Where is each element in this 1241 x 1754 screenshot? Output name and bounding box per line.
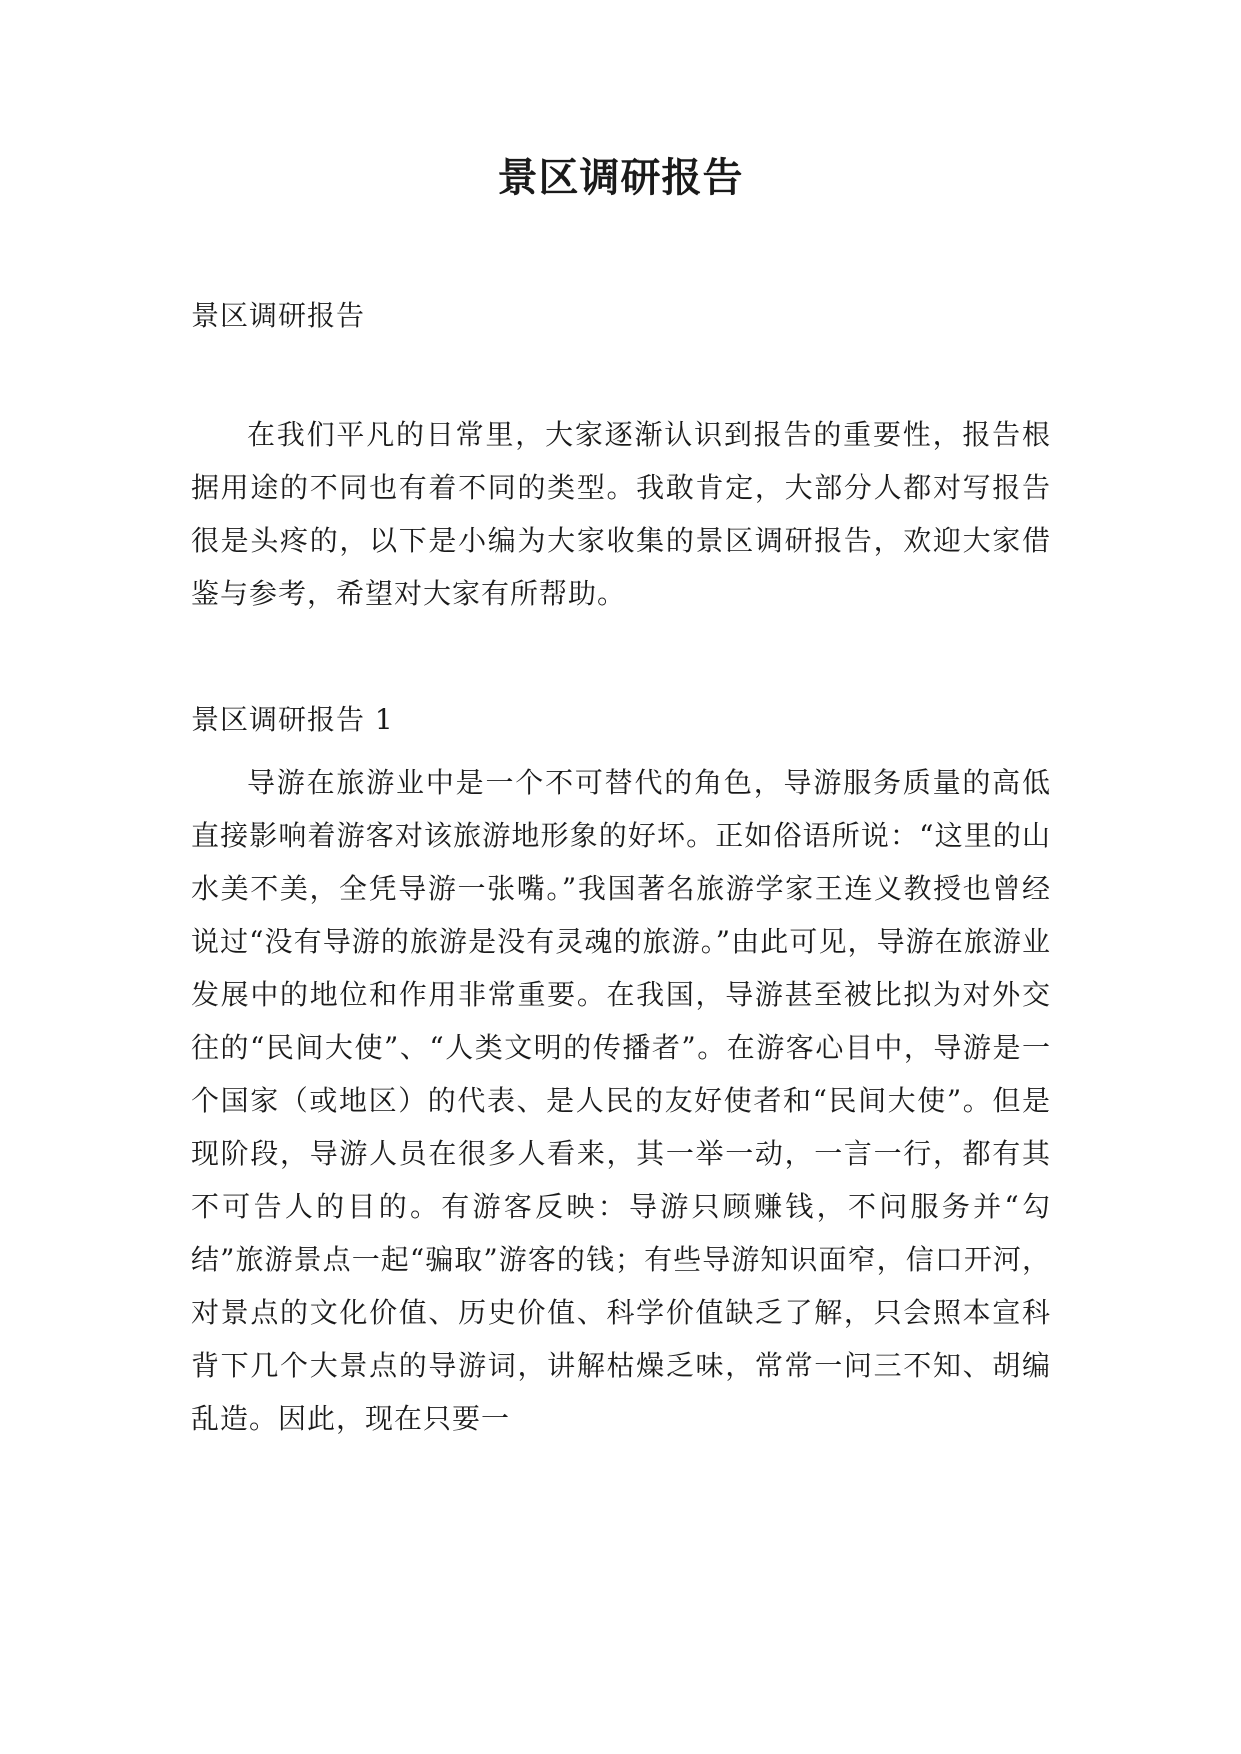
section-paragraph: 导游在旅游业中是一个不可替代的角色，导游服务质量的高低直接影响着游客对该旅游地形象的好坏。正如俗语所说：“这里的山水美不美，全凭导游一张嘴。”我国著名旅游学家王连义教授也曾经说过“没有导游的旅游是没有灵魂的旅游。”由此可见，导游在旅游业发展中的地位和作用非常重要。在我国，导游甚至被比拟为对外交往的“民间大使”、“人类文明的传播者”。在游客心目中，导游是一个国家（或地区）的代表、是人民的友好使者和“民间大使”。但是现阶段，导游人员在很多人看来，其一举一动，一言一行，都有其不可告人的目的。有游客反映：导游只顾赚钱，不问服务并“勾结”旅游景点一起“骗取”游客的钱；有些导游知识面窄，信口开河，对景点的文化价值、历史价值、科学价值缺乏了解，只会照本宣科背下几个大景点的导游词，讲解枯燥乏味，常常一问三不知、胡编乱造。因此，现在只要一 — [191, 766, 1051, 1435]
document-subtitle: 景区调研报告 — [191, 299, 366, 332]
intro-paragraph: 在我们平凡的日常里，大家逐渐认识到报告的重要性，报告根据用途的不同也有着不同的类型。我敢肯定，大部分人都对写报告很是头疼的，以下是小编为大家收集的景区调研报告，欢迎大家借鉴与参考，希望对大家有所帮助。 — [191, 418, 1051, 610]
document-title: 景区调研报告 — [497, 154, 744, 201]
section-heading: 景区调研报告 1 — [191, 703, 394, 736]
